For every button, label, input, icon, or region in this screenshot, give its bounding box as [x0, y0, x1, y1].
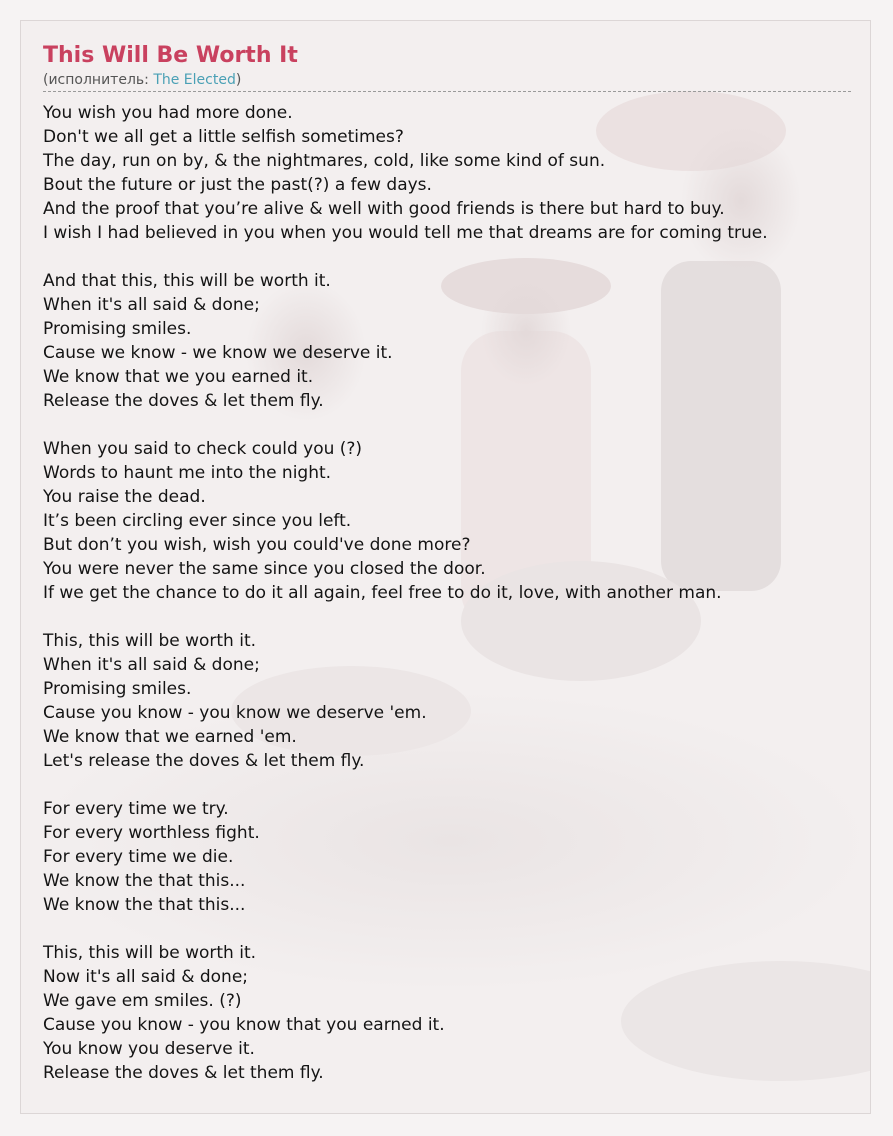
lyric-line: Cause you know - you know that you earned it. [43, 1015, 445, 1035]
lyric-line: Now it's all said & done; [43, 967, 249, 987]
lyric-line: Cause you know - you know we deserve 'em. [43, 703, 427, 723]
lyric-line: Promising smiles. [43, 319, 192, 339]
lyric-line: But don’t you wish, wish you could've done more? [43, 535, 471, 555]
lyric-line: You know you deserve it. [43, 1039, 255, 1059]
lyric-line: When it's all said & done; [43, 655, 260, 675]
lyric-line: When you said to check could you (?) [43, 439, 363, 459]
lyric-line: We know that we earned 'em. [43, 727, 297, 747]
lyric-line: And that this, this will be worth it. [43, 271, 331, 291]
lyric-line: Release the doves & let them fly. [43, 1063, 324, 1083]
lyrics-stanza [43, 629, 850, 773]
artist-line [43, 71, 851, 92]
lyric-line: You wish you had more done. [43, 103, 293, 123]
lyric-line: The day, run on by, & the nightmares, cold, like some kind of sun. [43, 151, 606, 171]
lyrics-body [43, 101, 850, 1085]
lyric-line: If we get the chance to do it all again, feel free to do it, love, with another man. [43, 583, 722, 603]
lyric-line: We know that we you earned it. [43, 367, 314, 387]
lyric-line: Let's release the doves & let them fly. [43, 751, 365, 771]
lyrics-stanza [43, 941, 850, 1085]
lyric-line: And the proof that you’re alive & well with good friends is there but hard to buy. [43, 199, 725, 219]
lyric-line: Release the doves & let them fly. [43, 391, 324, 411]
lyric-line: When it's all said & done; [43, 295, 260, 315]
lyric-line: Don't we all get a little selfish sometimes? [43, 127, 404, 147]
lyric-line: This, this will be worth it. [43, 943, 257, 963]
lyric-line: This, this will be worth it. [43, 631, 257, 651]
artist-prefix: (исполнитель: [43, 72, 154, 88]
lyrics-stanza [43, 797, 850, 917]
lyric-line: We know the that this... [43, 871, 246, 891]
lyric-line: Words to haunt me into the night. [43, 463, 332, 483]
lyric-line: It’s been circling ever since you left. [43, 511, 352, 531]
lyrics-stanza [43, 101, 850, 245]
lyric-line: We gave em smiles. (?) [43, 991, 242, 1011]
lyrics-content [43, 41, 850, 1109]
lyric-line: For every time we try. [43, 799, 229, 819]
lyric-line: Cause we know - we know we deserve it. [43, 343, 393, 363]
lyrics-card [20, 20, 871, 1114]
lyric-line: For every time we die. [43, 847, 234, 867]
lyric-line: You raise the dead. [43, 487, 206, 507]
lyric-line: We know the that this... [43, 895, 246, 915]
lyric-line: Promising smiles. [43, 679, 192, 699]
lyrics-stanza [43, 437, 850, 605]
lyric-line: I wish I had believed in you when you would tell me that dreams are for coming true. [43, 223, 768, 243]
song-title: This Will Be Worth It [43, 43, 298, 68]
lyric-line: You were never the same since you closed the door. [43, 559, 486, 579]
lyric-line: Bout the future or just the past(?) a few days. [43, 175, 432, 195]
artist-link[interactable]: The Elected [153, 72, 236, 88]
lyrics-stanza [43, 269, 850, 413]
lyric-line: For every worthless fight. [43, 823, 260, 843]
artist-suffix: ) [235, 72, 242, 88]
